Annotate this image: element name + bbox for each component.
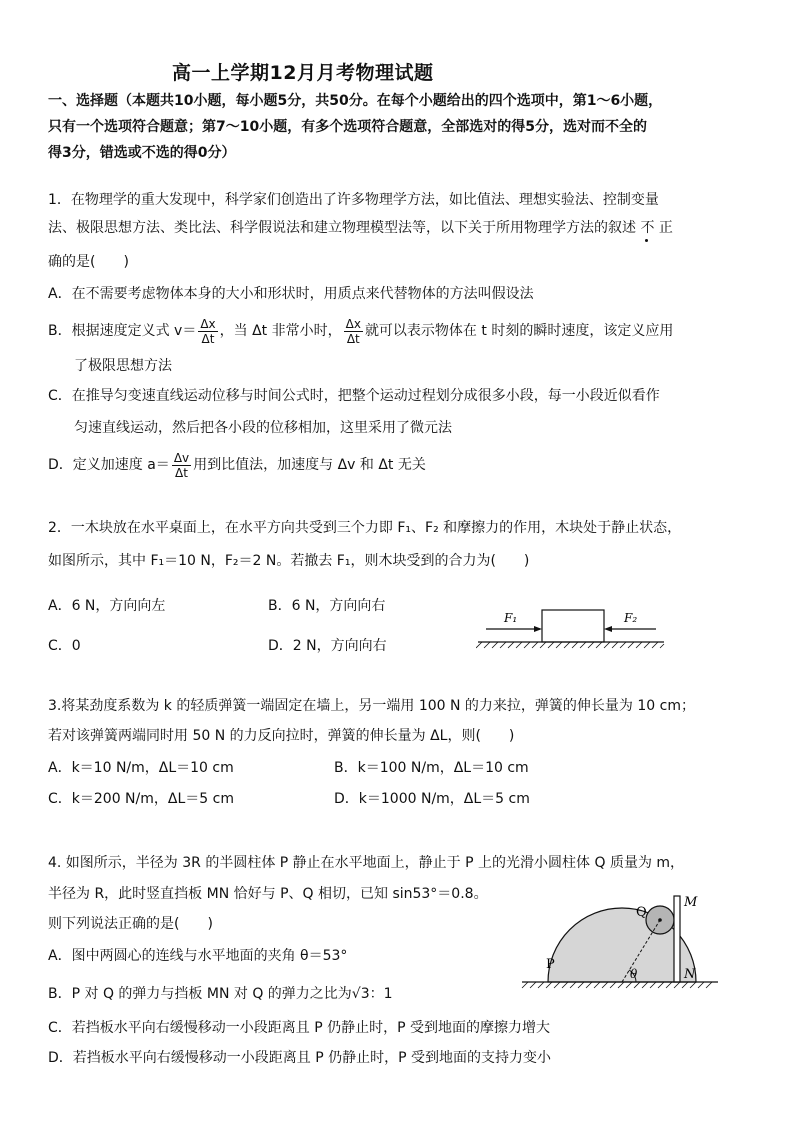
q1-option-b-middle: ，当 Δt 非常小时，	[219, 323, 342, 339]
q1-option-b-fraction-1	[198, 317, 217, 346]
q4-option-b: B．P 对 Q 的弹力与挡板 MN 对 Q 的弹力之比为√3：1	[48, 986, 393, 1002]
n-label: N	[684, 967, 696, 982]
q3-stem-line-1: 3.将某劲度系数为 k 的轻质弹簧一端固定在墙上，另一端用 100 N 的力来拉，弹簧的伸长量为 10 cm；	[48, 698, 695, 714]
fraction-numerator: Δv	[173, 450, 190, 465]
q4-stem-line-1: 4. 如图所示，半径为 3R 的半圆柱体 P 静止在水平地面上，静止于 P 上的光滑小圆柱体 Q 质量为 m，	[48, 855, 685, 871]
q3-option-a: A．k＝10 N/m，ΔL＝10 cm	[48, 760, 234, 776]
fraction-numerator: Δx	[345, 316, 361, 331]
q1-option-b-suffix: 就可以表示物体在 t 时刻的瞬时速度，该定义应用	[364, 323, 674, 339]
m-label: M	[684, 895, 698, 910]
q1-option-b-fraction-2	[344, 317, 363, 346]
q1-stem-line-3: 确的是( )	[48, 254, 129, 270]
ground-hatching	[522, 982, 712, 988]
section-line-3: 得3分，错选或不选的得0分）	[48, 145, 236, 161]
p-label: P	[546, 957, 555, 972]
q1-option-d-prefix: D．定义加速度 a＝	[48, 457, 170, 473]
q4-option-d: D．若挡板水平向右缓慢移动一小段距离且 P 仍静止时，P 受到地面的支持力变小	[48, 1050, 552, 1066]
q1-option-d-fraction	[172, 451, 191, 480]
q1-option-b-prefix: B．根据速度定义式 v＝	[48, 323, 197, 339]
q1-option-c-line-1: C．在推导匀变速直线运动位移与时间公式时，把整个运动过程划分成很多小段，每一小段近似看作	[48, 388, 660, 404]
q1-option-d-suffix: 用到比值法，加速度与 Δv 和 Δt 无关	[193, 457, 426, 473]
q-label: Q	[636, 905, 647, 920]
q3-option-d: D．k＝1000 N/m，ΔL＝5 cm	[334, 791, 530, 807]
f2-label: F₂	[624, 611, 638, 625]
q1-option-b	[48, 314, 673, 348]
q3-stem-line-2: 若对该弹簧两端同时用 50 N 的力反向拉时，弹簧的伸长量为 ΔL，则( )	[48, 728, 515, 744]
baffle-mn	[674, 896, 680, 982]
q4-stem-line-3: 则下列说法正确的是( )	[48, 916, 213, 932]
q2-stem-line-1: 2．一木块放在水平桌面上，在水平方向共受到三个力即 F₁、F₂ 和摩擦力的作用，木块处于静止状态，	[48, 520, 682, 536]
q1-stem-line-2-text: 法、极限思想方法、类比法、科学假说法和建立物理模型法等，以下关于所用物理学方法的叙述	[48, 220, 636, 236]
section-line-2: 只有一个选项符合题意；第7～10小题，有多个选项符合题意，全部选对的得5分，选对而不全的	[48, 119, 647, 135]
wooden-block	[542, 610, 604, 642]
q1-option-d	[48, 448, 426, 482]
q2-option-a: A．6 N，方向向左	[48, 598, 166, 614]
q1-stem-line-1: 1．在物理学的重大发现中，科学家们创造出了许多物理学方法，如比值法、理想实验法、控制变量	[48, 192, 659, 208]
q2-stem-line-2: 如图所示，其中 F₁＝10 N，F₂＝2 N。若撤去 F₁，则木块受到的合力为( )	[48, 553, 530, 569]
tabletop-hatching	[476, 642, 664, 648]
f2-arrow-head	[604, 626, 612, 632]
q1-option-b-line-2: 了极限思想方法	[74, 358, 172, 374]
q3-option-c: C．k＝200 N/m，ΔL＝5 cm	[48, 791, 234, 807]
page-title: 高一上学期12月月考物理试题	[172, 62, 434, 84]
section-instructions	[48, 88, 748, 166]
fraction-numerator: Δx	[200, 316, 216, 331]
f1-label: F₁	[504, 611, 518, 625]
q1-option-c-line-2: 匀速直线运动，然后把各小段的位移相加，这里采用了微元法	[74, 420, 452, 436]
q3-option-b: B．k＝100 N/m，ΔL＝10 cm	[334, 760, 529, 776]
q2-option-c: C．0	[48, 638, 81, 654]
q1-option-a: A．在不需要考虑物体本身的大小和形状时，用质点来代替物体的方法叫假设法	[48, 286, 534, 302]
q2-option-b: B．6 N，方向向右	[268, 598, 386, 614]
q1-stem-line-2-end: 正	[658, 220, 673, 236]
q4-option-c: C．若挡板水平向右缓慢移动一小段距离且 P 仍静止时，P 受到地面的摩擦力增大	[48, 1020, 551, 1036]
q1-emphasis-not: 不	[640, 220, 655, 236]
q2-option-d: D．2 N，方向向右	[268, 638, 387, 654]
fraction-denominator: Δt	[201, 331, 215, 346]
q2-force-diagram	[476, 602, 666, 652]
f1-arrow-head	[534, 626, 542, 632]
q4-option-a: A．图中两圆心的连线与水平地面的夹角 θ＝53°	[48, 948, 348, 964]
fraction-denominator: Δt	[175, 465, 188, 480]
q1-stem-line-2	[48, 218, 673, 238]
q4-stem-line-2: 半径为 R，此时竖直挡板 MN 恰好与 P、Q 相切，已知 sin53°＝0.8。	[48, 886, 488, 902]
theta-label: θ	[630, 967, 638, 981]
fraction-denominator: Δt	[346, 331, 360, 346]
q4-cylinder-diagram	[520, 890, 720, 994]
q-center-dot	[658, 918, 662, 922]
section-line-1: 一、选择题（本题共10小题，每小题5分，共50分。在每个小题给出的四个选项中，第1～6小题，	[48, 93, 663, 109]
